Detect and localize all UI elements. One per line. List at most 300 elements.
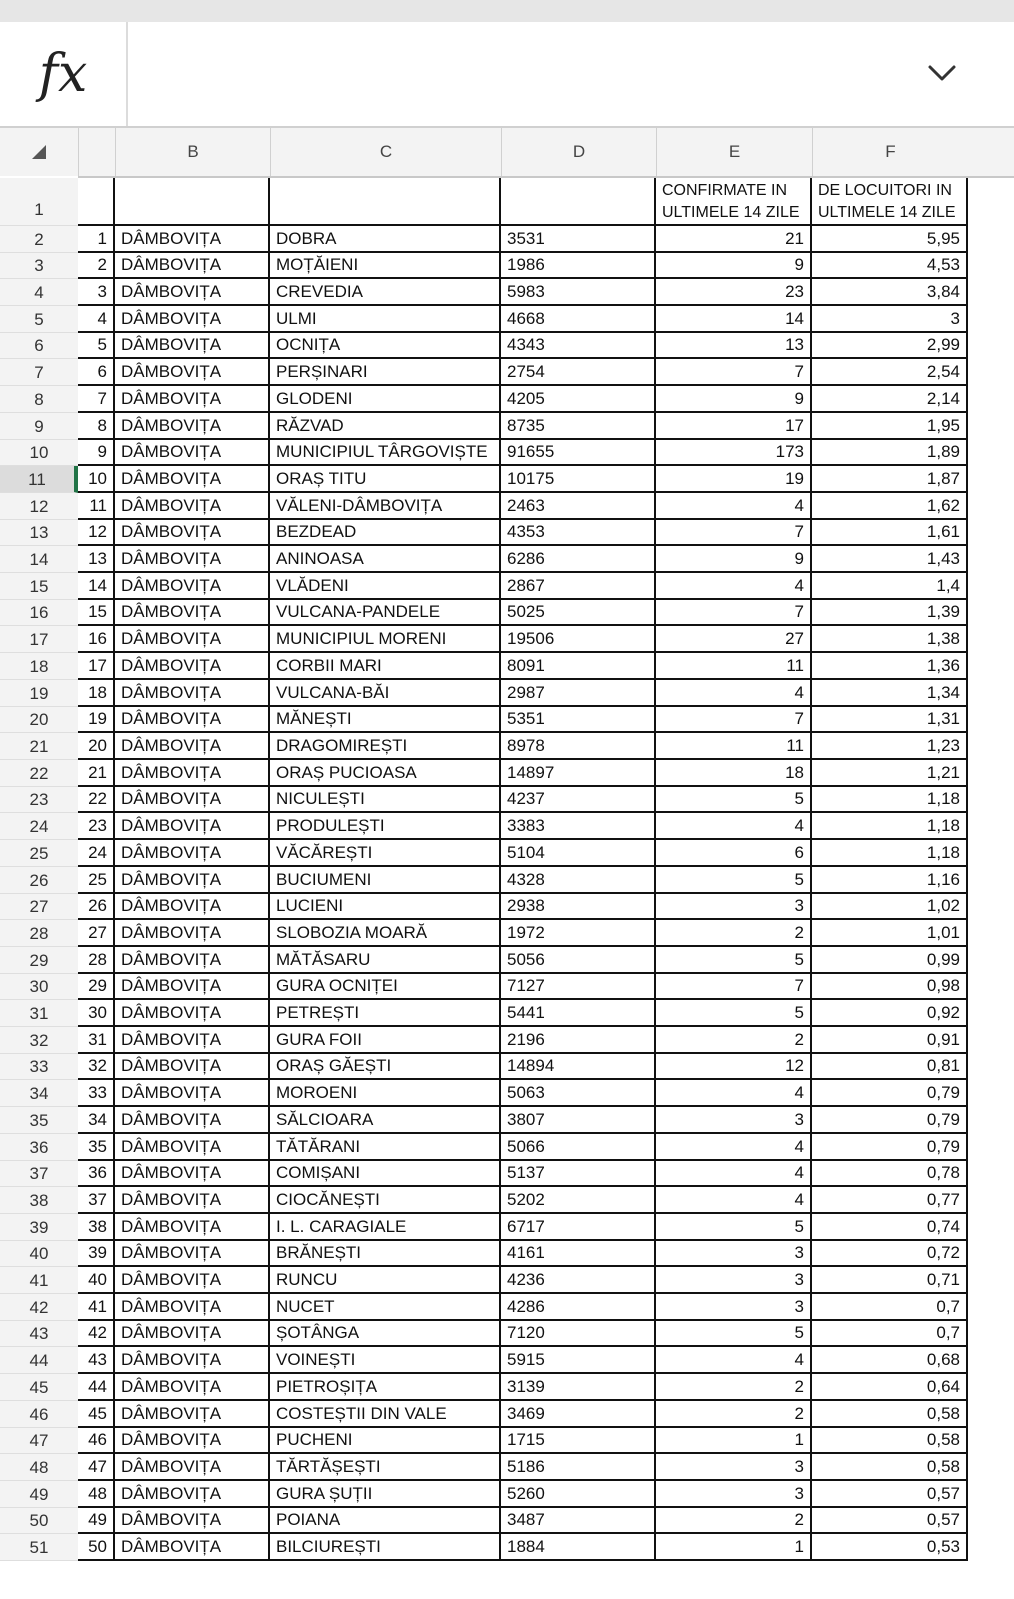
cell-county[interactable]: DÂMBOVIȚA (115, 1214, 270, 1241)
cell-confirmed[interactable]: 12 (656, 1054, 812, 1080)
cell-locality[interactable]: MUNICIPIUL MORENI (270, 626, 501, 653)
row-header[interactable]: 47 (0, 1428, 78, 1454)
row-header[interactable]: 38 (0, 1187, 78, 1214)
cell-index[interactable]: 14 (78, 573, 115, 600)
cell-locality[interactable]: VOINEȘTI (270, 1347, 501, 1374)
cell-locality[interactable]: RĂZVAD (270, 413, 501, 440)
row-header[interactable]: 49 (0, 1481, 78, 1508)
cell-locality[interactable]: VĂCĂREȘTI (270, 840, 501, 867)
cell-index[interactable]: 44 (78, 1374, 115, 1401)
cell-confirmed[interactable]: 6 (656, 840, 812, 867)
cell-index[interactable]: 27 (78, 920, 115, 947)
cell-confirmed[interactable]: 23 (656, 279, 812, 306)
cell-index[interactable]: 13 (78, 546, 115, 573)
cell-county[interactable]: DÂMBOVIȚA (115, 546, 270, 573)
cell-index[interactable]: 4 (78, 306, 115, 333)
cell-population[interactable]: 5915 (501, 1347, 656, 1374)
cell-rate[interactable]: 0,91 (812, 1027, 968, 1054)
cell-index[interactable]: 39 (78, 1241, 115, 1267)
cell-locality[interactable]: BEZDEAD (270, 520, 501, 546)
column-header-c[interactable]: C (270, 128, 501, 176)
cell-population[interactable]: 10175 (501, 466, 656, 493)
cell-confirmed[interactable]: 2 (656, 1508, 812, 1534)
cell-locality[interactable]: PUCHENI (270, 1428, 501, 1454)
cell-confirmed[interactable]: 3 (656, 1107, 812, 1134)
cell-population[interactable]: 8735 (501, 413, 656, 440)
cell-county[interactable]: DÂMBOVIȚA (115, 1054, 270, 1080)
cell-population[interactable]: 2938 (501, 894, 656, 920)
cell-population[interactable]: 5260 (501, 1481, 656, 1508)
cell-locality[interactable]: POIANA (270, 1508, 501, 1534)
row-header[interactable]: 13 (0, 520, 78, 546)
cell-rate[interactable]: 0,72 (812, 1241, 968, 1267)
cell-population[interactable]: 3807 (501, 1107, 656, 1134)
cell-index[interactable]: 49 (78, 1508, 115, 1534)
cell-rate[interactable]: 2,54 (812, 359, 968, 386)
row-header[interactable]: 43 (0, 1321, 78, 1347)
cell-locality[interactable]: PRODULEȘTI (270, 813, 501, 840)
fx-icon[interactable]: fx (0, 22, 128, 126)
cell-county[interactable]: DÂMBOVIȚA (115, 1481, 270, 1508)
cell-rate[interactable]: 3,84 (812, 279, 968, 306)
cell-confirmed[interactable]: 7 (656, 520, 812, 546)
row-header[interactable]: 10 (0, 440, 78, 466)
cell-rate[interactable]: 1,4 (812, 573, 968, 600)
cell-county[interactable]: DÂMBOVIȚA (115, 1428, 270, 1454)
cell-index[interactable]: 25 (78, 867, 115, 894)
cell-county[interactable]: DÂMBOVIȚA (115, 279, 270, 306)
row-header[interactable]: 44 (0, 1347, 78, 1374)
row-header[interactable]: 39 (0, 1214, 78, 1241)
cell-index[interactable]: 19 (78, 707, 115, 733)
cell-population[interactable]: 2987 (501, 680, 656, 707)
cell-index[interactable]: 46 (78, 1428, 115, 1454)
row-header[interactable]: 42 (0, 1294, 78, 1321)
cell-rate[interactable]: 0,79 (812, 1107, 968, 1134)
cell-population[interactable]: 2463 (501, 493, 656, 520)
cell-locality[interactable]: SĂLCIOARA (270, 1107, 501, 1134)
cell-county[interactable]: DÂMBOVIȚA (115, 1161, 270, 1187)
cell-confirmed[interactable]: 4 (656, 1347, 812, 1374)
cell-rate[interactable]: 1,39 (812, 600, 968, 626)
cell-county[interactable]: DÂMBOVIȚA (115, 1267, 270, 1294)
cell-confirmed[interactable]: 9 (656, 386, 812, 413)
cell-rate[interactable]: 0,78 (812, 1161, 968, 1187)
row-header[interactable]: 14 (0, 546, 78, 573)
cell-county[interactable]: DÂMBOVIȚA (115, 733, 270, 760)
cell-index[interactable]: 42 (78, 1321, 115, 1347)
column-header-f[interactable]: F (812, 128, 968, 176)
cell-index[interactable]: 2 (78, 253, 115, 279)
cell-index[interactable]: 41 (78, 1294, 115, 1321)
cell-locality[interactable]: GURA OCNIȚEI (270, 974, 501, 1000)
cell-index[interactable]: 6 (78, 359, 115, 386)
cell-population[interactable]: 1884 (501, 1534, 656, 1561)
cell-confirmed[interactable]: 4 (656, 1187, 812, 1214)
cell-county[interactable]: DÂMBOVIȚA (115, 787, 270, 813)
row-header[interactable]: 35 (0, 1107, 78, 1134)
cell-population[interactable]: 3383 (501, 813, 656, 840)
row-header[interactable]: 6 (0, 333, 78, 359)
cell-locality[interactable]: ORAȘ PUCIOASA (270, 760, 501, 787)
cell-population[interactable]: 3531 (501, 226, 656, 253)
row-header[interactable]: 7 (0, 359, 78, 386)
cell-index[interactable]: 24 (78, 840, 115, 867)
cell-rate[interactable]: 0,92 (812, 1000, 968, 1027)
cell-locality[interactable]: BUCIUMENI (270, 867, 501, 894)
cell-locality[interactable]: PETREȘTI (270, 1000, 501, 1027)
cell-population[interactable]: 6717 (501, 1214, 656, 1241)
cell-index[interactable]: 16 (78, 626, 115, 653)
row-header[interactable]: 34 (0, 1080, 78, 1107)
cell-locality[interactable]: VĂLENI-DÂMBOVIȚA (270, 493, 501, 520)
cell-locality[interactable]: MĂNEȘTI (270, 707, 501, 733)
cell-confirmed[interactable]: 3 (656, 1454, 812, 1481)
cell-locality[interactable]: TĂTĂRANI (270, 1134, 501, 1161)
cell-index[interactable]: 40 (78, 1267, 115, 1294)
cell-rate[interactable]: 0,68 (812, 1347, 968, 1374)
cell-index[interactable]: 35 (78, 1134, 115, 1161)
cell-population[interactable]: 5351 (501, 707, 656, 733)
cell-locality[interactable]: RUNCU (270, 1267, 501, 1294)
header-cell-c[interactable] (270, 178, 501, 226)
cell-population[interactable]: 2196 (501, 1027, 656, 1054)
column-header-e[interactable]: E (656, 128, 812, 176)
cell-rate[interactable]: 0,74 (812, 1214, 968, 1241)
row-header[interactable]: 37 (0, 1161, 78, 1187)
cell-rate[interactable]: 0,81 (812, 1054, 968, 1080)
cell-confirmed[interactable]: 4 (656, 1161, 812, 1187)
cell-index[interactable]: 17 (78, 653, 115, 680)
row-header[interactable]: 11 (0, 466, 78, 493)
cell-rate[interactable]: 1,23 (812, 733, 968, 760)
cell-confirmed[interactable]: 7 (656, 974, 812, 1000)
cell-locality[interactable]: CIOCĂNEȘTI (270, 1187, 501, 1214)
cell-confirmed[interactable]: 2 (656, 1401, 812, 1428)
cell-locality[interactable]: ORAȘ TITU (270, 466, 501, 493)
cell-confirmed[interactable]: 7 (656, 359, 812, 386)
cell-population[interactable]: 5025 (501, 600, 656, 626)
cell-population[interactable]: 5441 (501, 1000, 656, 1027)
cell-rate[interactable]: 1,38 (812, 626, 968, 653)
cell-population[interactable]: 3487 (501, 1508, 656, 1534)
cell-locality[interactable]: BRĂNEȘTI (270, 1241, 501, 1267)
row-header[interactable]: 8 (0, 386, 78, 413)
cell-county[interactable]: DÂMBOVIȚA (115, 1080, 270, 1107)
cell-rate[interactable]: 1,31 (812, 707, 968, 733)
cell-confirmed[interactable]: 4 (656, 1080, 812, 1107)
cell-confirmed[interactable]: 3 (656, 1241, 812, 1267)
cell-county[interactable]: DÂMBOVIȚA (115, 466, 270, 493)
cell-rate[interactable]: 1,01 (812, 920, 968, 947)
cell-county[interactable]: DÂMBOVIȚA (115, 947, 270, 974)
cell-locality[interactable]: COSTEȘTII DIN VALE (270, 1401, 501, 1428)
cell-confirmed[interactable]: 2 (656, 920, 812, 947)
cell-population[interactable]: 7127 (501, 974, 656, 1000)
cell-population[interactable]: 4236 (501, 1267, 656, 1294)
cell-rate[interactable]: 0,64 (812, 1374, 968, 1401)
cell-confirmed[interactable]: 4 (656, 1134, 812, 1161)
cell-index[interactable]: 12 (78, 520, 115, 546)
row-header[interactable]: 25 (0, 840, 78, 867)
cell-index[interactable]: 10 (78, 466, 115, 493)
cell-confirmed[interactable]: 2 (656, 1374, 812, 1401)
cell-confirmed[interactable]: 5 (656, 947, 812, 974)
cell-index[interactable]: 48 (78, 1481, 115, 1508)
cell-rate[interactable]: 1,62 (812, 493, 968, 520)
cell-population[interactable]: 1715 (501, 1428, 656, 1454)
cell-rate[interactable]: 0,7 (812, 1321, 968, 1347)
cell-confirmed[interactable]: 19 (656, 466, 812, 493)
cell-index[interactable]: 23 (78, 813, 115, 840)
cell-index[interactable]: 7 (78, 386, 115, 413)
cell-index[interactable]: 37 (78, 1187, 115, 1214)
cell-county[interactable]: DÂMBOVIȚA (115, 760, 270, 787)
cell-population[interactable]: 4286 (501, 1294, 656, 1321)
cell-confirmed[interactable]: 5 (656, 1000, 812, 1027)
row-header[interactable]: 28 (0, 920, 78, 947)
row-header[interactable]: 12 (0, 493, 78, 520)
cell-rate[interactable]: 0,79 (812, 1080, 968, 1107)
header-cell-per-inhabitants[interactable] (812, 178, 968, 226)
cell-rate[interactable]: 1,89 (812, 440, 968, 466)
cell-locality[interactable]: PIETROȘIȚA (270, 1374, 501, 1401)
cell-rate[interactable]: 1,16 (812, 867, 968, 894)
row-header[interactable]: 16 (0, 600, 78, 626)
cell-county[interactable]: DÂMBOVIȚA (115, 386, 270, 413)
cell-locality[interactable]: MUNICIPIUL TÂRGOVIȘTE (270, 440, 501, 466)
cell-population[interactable]: 5056 (501, 947, 656, 974)
cell-rate[interactable]: 0,99 (812, 947, 968, 974)
cell-county[interactable]: DÂMBOVIȚA (115, 1508, 270, 1534)
header-cell-d[interactable] (501, 178, 656, 226)
row-header[interactable]: 41 (0, 1267, 78, 1294)
cell-rate[interactable]: 2,99 (812, 333, 968, 359)
row-header[interactable]: 15 (0, 573, 78, 600)
cell-county[interactable]: DÂMBOVIȚA (115, 1534, 270, 1561)
row-header[interactable]: 9 (0, 413, 78, 440)
cell-confirmed[interactable]: 18 (656, 760, 812, 787)
cell-population[interactable]: 4205 (501, 386, 656, 413)
cell-locality[interactable]: DRAGOMIREȘTI (270, 733, 501, 760)
cell-locality[interactable]: MOROENI (270, 1080, 501, 1107)
cell-locality[interactable]: VULCANA-PANDELE (270, 600, 501, 626)
cell-locality[interactable]: ULMI (270, 306, 501, 333)
row-header[interactable]: 32 (0, 1027, 78, 1054)
cell-rate[interactable]: 1,18 (812, 787, 968, 813)
cell-county[interactable]: DÂMBOVIȚA (115, 253, 270, 279)
cell-confirmed[interactable]: 9 (656, 253, 812, 279)
cell-index[interactable]: 45 (78, 1401, 115, 1428)
cell-rate[interactable]: 1,43 (812, 546, 968, 573)
cell-rate[interactable]: 5,95 (812, 226, 968, 253)
cell-population[interactable]: 1986 (501, 253, 656, 279)
column-header-b[interactable]: B (115, 128, 270, 176)
cell-confirmed[interactable]: 4 (656, 573, 812, 600)
cell-confirmed[interactable]: 1 (656, 1428, 812, 1454)
cell-confirmed[interactable]: 27 (656, 626, 812, 653)
cell-county[interactable]: DÂMBOVIȚA (115, 1027, 270, 1054)
cell-county[interactable]: DÂMBOVIȚA (115, 813, 270, 840)
cell-population[interactable]: 4161 (501, 1241, 656, 1267)
cell-index[interactable]: 3 (78, 279, 115, 306)
row-header[interactable]: 31 (0, 1000, 78, 1027)
cell-county[interactable]: DÂMBOVIȚA (115, 1000, 270, 1027)
cell-confirmed[interactable]: 4 (656, 680, 812, 707)
cell-county[interactable]: DÂMBOVIȚA (115, 333, 270, 359)
cell-population[interactable]: 5104 (501, 840, 656, 867)
cell-rate[interactable]: 0,79 (812, 1134, 968, 1161)
cell-index[interactable]: 5 (78, 333, 115, 359)
cell-confirmed[interactable]: 1 (656, 1534, 812, 1561)
cell-locality[interactable]: VLĂDENI (270, 573, 501, 600)
row-header[interactable]: 3 (0, 253, 78, 279)
row-header[interactable]: 4 (0, 279, 78, 306)
cell-population[interactable]: 4343 (501, 333, 656, 359)
cell-population[interactable]: 5186 (501, 1454, 656, 1481)
chevron-down-icon[interactable] (924, 60, 960, 86)
cell-population[interactable]: 14897 (501, 760, 656, 787)
row-header[interactable]: 33 (0, 1054, 78, 1080)
cell-population[interactable]: 4668 (501, 306, 656, 333)
cell-index[interactable]: 8 (78, 413, 115, 440)
cell-index[interactable]: 28 (78, 947, 115, 974)
cell-confirmed[interactable]: 17 (656, 413, 812, 440)
cell-rate[interactable]: 1,61 (812, 520, 968, 546)
cell-index[interactable]: 29 (78, 974, 115, 1000)
cell-county[interactable]: DÂMBOVIȚA (115, 1347, 270, 1374)
cell-confirmed[interactable]: 3 (656, 894, 812, 920)
cell-county[interactable]: DÂMBOVIȚA (115, 1374, 270, 1401)
header-cell-b[interactable] (115, 178, 270, 226)
cell-population[interactable]: 4328 (501, 867, 656, 894)
cell-locality[interactable]: GURA FOII (270, 1027, 501, 1054)
cell-locality[interactable]: CORBII MARI (270, 653, 501, 680)
cell-confirmed[interactable]: 3 (656, 1294, 812, 1321)
row-header[interactable]: 18 (0, 653, 78, 680)
cell-population[interactable]: 2754 (501, 359, 656, 386)
cell-index[interactable]: 9 (78, 440, 115, 466)
cell-rate[interactable]: 0,53 (812, 1534, 968, 1561)
cell-confirmed[interactable]: 9 (656, 546, 812, 573)
cell-population[interactable]: 5983 (501, 279, 656, 306)
cell-locality[interactable]: GURA ȘUȚII (270, 1481, 501, 1508)
row-header[interactable]: 22 (0, 760, 78, 787)
cell-county[interactable]: DÂMBOVIȚA (115, 707, 270, 733)
cell-population[interactable]: 3139 (501, 1374, 656, 1401)
cell-confirmed[interactable]: 3 (656, 1267, 812, 1294)
cell-confirmed[interactable]: 2 (656, 1027, 812, 1054)
cell-county[interactable]: DÂMBOVIȚA (115, 440, 270, 466)
cell-county[interactable]: DÂMBOVIȚA (115, 920, 270, 947)
row-header[interactable]: 46 (0, 1401, 78, 1428)
row-header[interactable]: 36 (0, 1134, 78, 1161)
cell-rate[interactable]: 0,98 (812, 974, 968, 1000)
cell-locality[interactable]: NUCET (270, 1294, 501, 1321)
cell-index[interactable]: 32 (78, 1054, 115, 1080)
row-header[interactable]: 29 (0, 947, 78, 974)
row-header[interactable]: 20 (0, 707, 78, 733)
cell-locality[interactable]: ANINOASA (270, 546, 501, 573)
cell-county[interactable]: DÂMBOVIȚA (115, 1401, 270, 1428)
cell-index[interactable]: 30 (78, 1000, 115, 1027)
cell-county[interactable]: DÂMBOVIȚA (115, 306, 270, 333)
cell-confirmed[interactable]: 173 (656, 440, 812, 466)
cell-rate[interactable]: 0,57 (812, 1481, 968, 1508)
cell-county[interactable]: DÂMBOVIȚA (115, 226, 270, 253)
cell-county[interactable]: DÂMBOVIȚA (115, 1241, 270, 1267)
cell-locality[interactable]: PERȘINARI (270, 359, 501, 386)
cell-confirmed[interactable]: 5 (656, 867, 812, 894)
cell-confirmed[interactable]: 5 (656, 787, 812, 813)
cell-index[interactable]: 26 (78, 894, 115, 920)
cell-rate[interactable]: 1,18 (812, 840, 968, 867)
cell-population[interactable]: 5063 (501, 1080, 656, 1107)
cell-locality[interactable]: CREVEDIA (270, 279, 501, 306)
cell-county[interactable]: DÂMBOVIȚA (115, 520, 270, 546)
row-header[interactable]: 30 (0, 974, 78, 1000)
cell-index[interactable]: 22 (78, 787, 115, 813)
cell-confirmed[interactable]: 13 (656, 333, 812, 359)
cell-rate[interactable]: 1,87 (812, 466, 968, 493)
cell-rate[interactable]: 1,95 (812, 413, 968, 440)
cell-population[interactable]: 91655 (501, 440, 656, 466)
cell-county[interactable]: DÂMBOVIȚA (115, 867, 270, 894)
cell-locality[interactable]: I. L. CARAGIALE (270, 1214, 501, 1241)
row-header[interactable]: 2 (0, 226, 78, 253)
cell-rate[interactable]: 0,58 (812, 1454, 968, 1481)
cell-index[interactable]: 38 (78, 1214, 115, 1241)
header-cell-a[interactable] (78, 178, 115, 226)
cell-population[interactable]: 4353 (501, 520, 656, 546)
cell-county[interactable]: DÂMBOVIȚA (115, 653, 270, 680)
cell-county[interactable]: DÂMBOVIȚA (115, 1454, 270, 1481)
cell-confirmed[interactable]: 7 (656, 707, 812, 733)
cell-index[interactable]: 11 (78, 493, 115, 520)
cell-population[interactable]: 3469 (501, 1401, 656, 1428)
header-cell-confirmed[interactable] (656, 178, 812, 226)
cell-index[interactable]: 18 (78, 680, 115, 707)
cell-confirmed[interactable]: 4 (656, 813, 812, 840)
row-header[interactable]: 50 (0, 1508, 78, 1534)
cell-locality[interactable]: TĂRTĂȘEȘTI (270, 1454, 501, 1481)
cell-confirmed[interactable]: 11 (656, 733, 812, 760)
cell-county[interactable]: DÂMBOVIȚA (115, 1107, 270, 1134)
cell-population[interactable]: 2867 (501, 573, 656, 600)
cell-county[interactable]: DÂMBOVIȚA (115, 493, 270, 520)
cell-rate[interactable]: 1,34 (812, 680, 968, 707)
cell-population[interactable]: 1972 (501, 920, 656, 947)
cell-rate[interactable]: 1,02 (812, 894, 968, 920)
cell-population[interactable]: 5202 (501, 1187, 656, 1214)
cell-rate[interactable]: 2,14 (812, 386, 968, 413)
row-header[interactable]: 21 (0, 733, 78, 760)
cell-locality[interactable]: GLODENI (270, 386, 501, 413)
cell-county[interactable]: DÂMBOVIȚA (115, 600, 270, 626)
cell-index[interactable]: 33 (78, 1080, 115, 1107)
cell-locality[interactable]: MOȚĂIENI (270, 253, 501, 279)
cell-population[interactable]: 4237 (501, 787, 656, 813)
cell-county[interactable]: DÂMBOVIȚA (115, 680, 270, 707)
cell-rate[interactable]: 0,58 (812, 1428, 968, 1454)
row-header[interactable]: 23 (0, 787, 78, 813)
cell-rate[interactable]: 3 (812, 306, 968, 333)
select-all-corner[interactable] (0, 128, 78, 176)
cell-population[interactable]: 14894 (501, 1054, 656, 1080)
row-header[interactable]: 40 (0, 1241, 78, 1267)
cell-locality[interactable]: OCNIȚA (270, 333, 501, 359)
cell-population[interactable]: 7120 (501, 1321, 656, 1347)
